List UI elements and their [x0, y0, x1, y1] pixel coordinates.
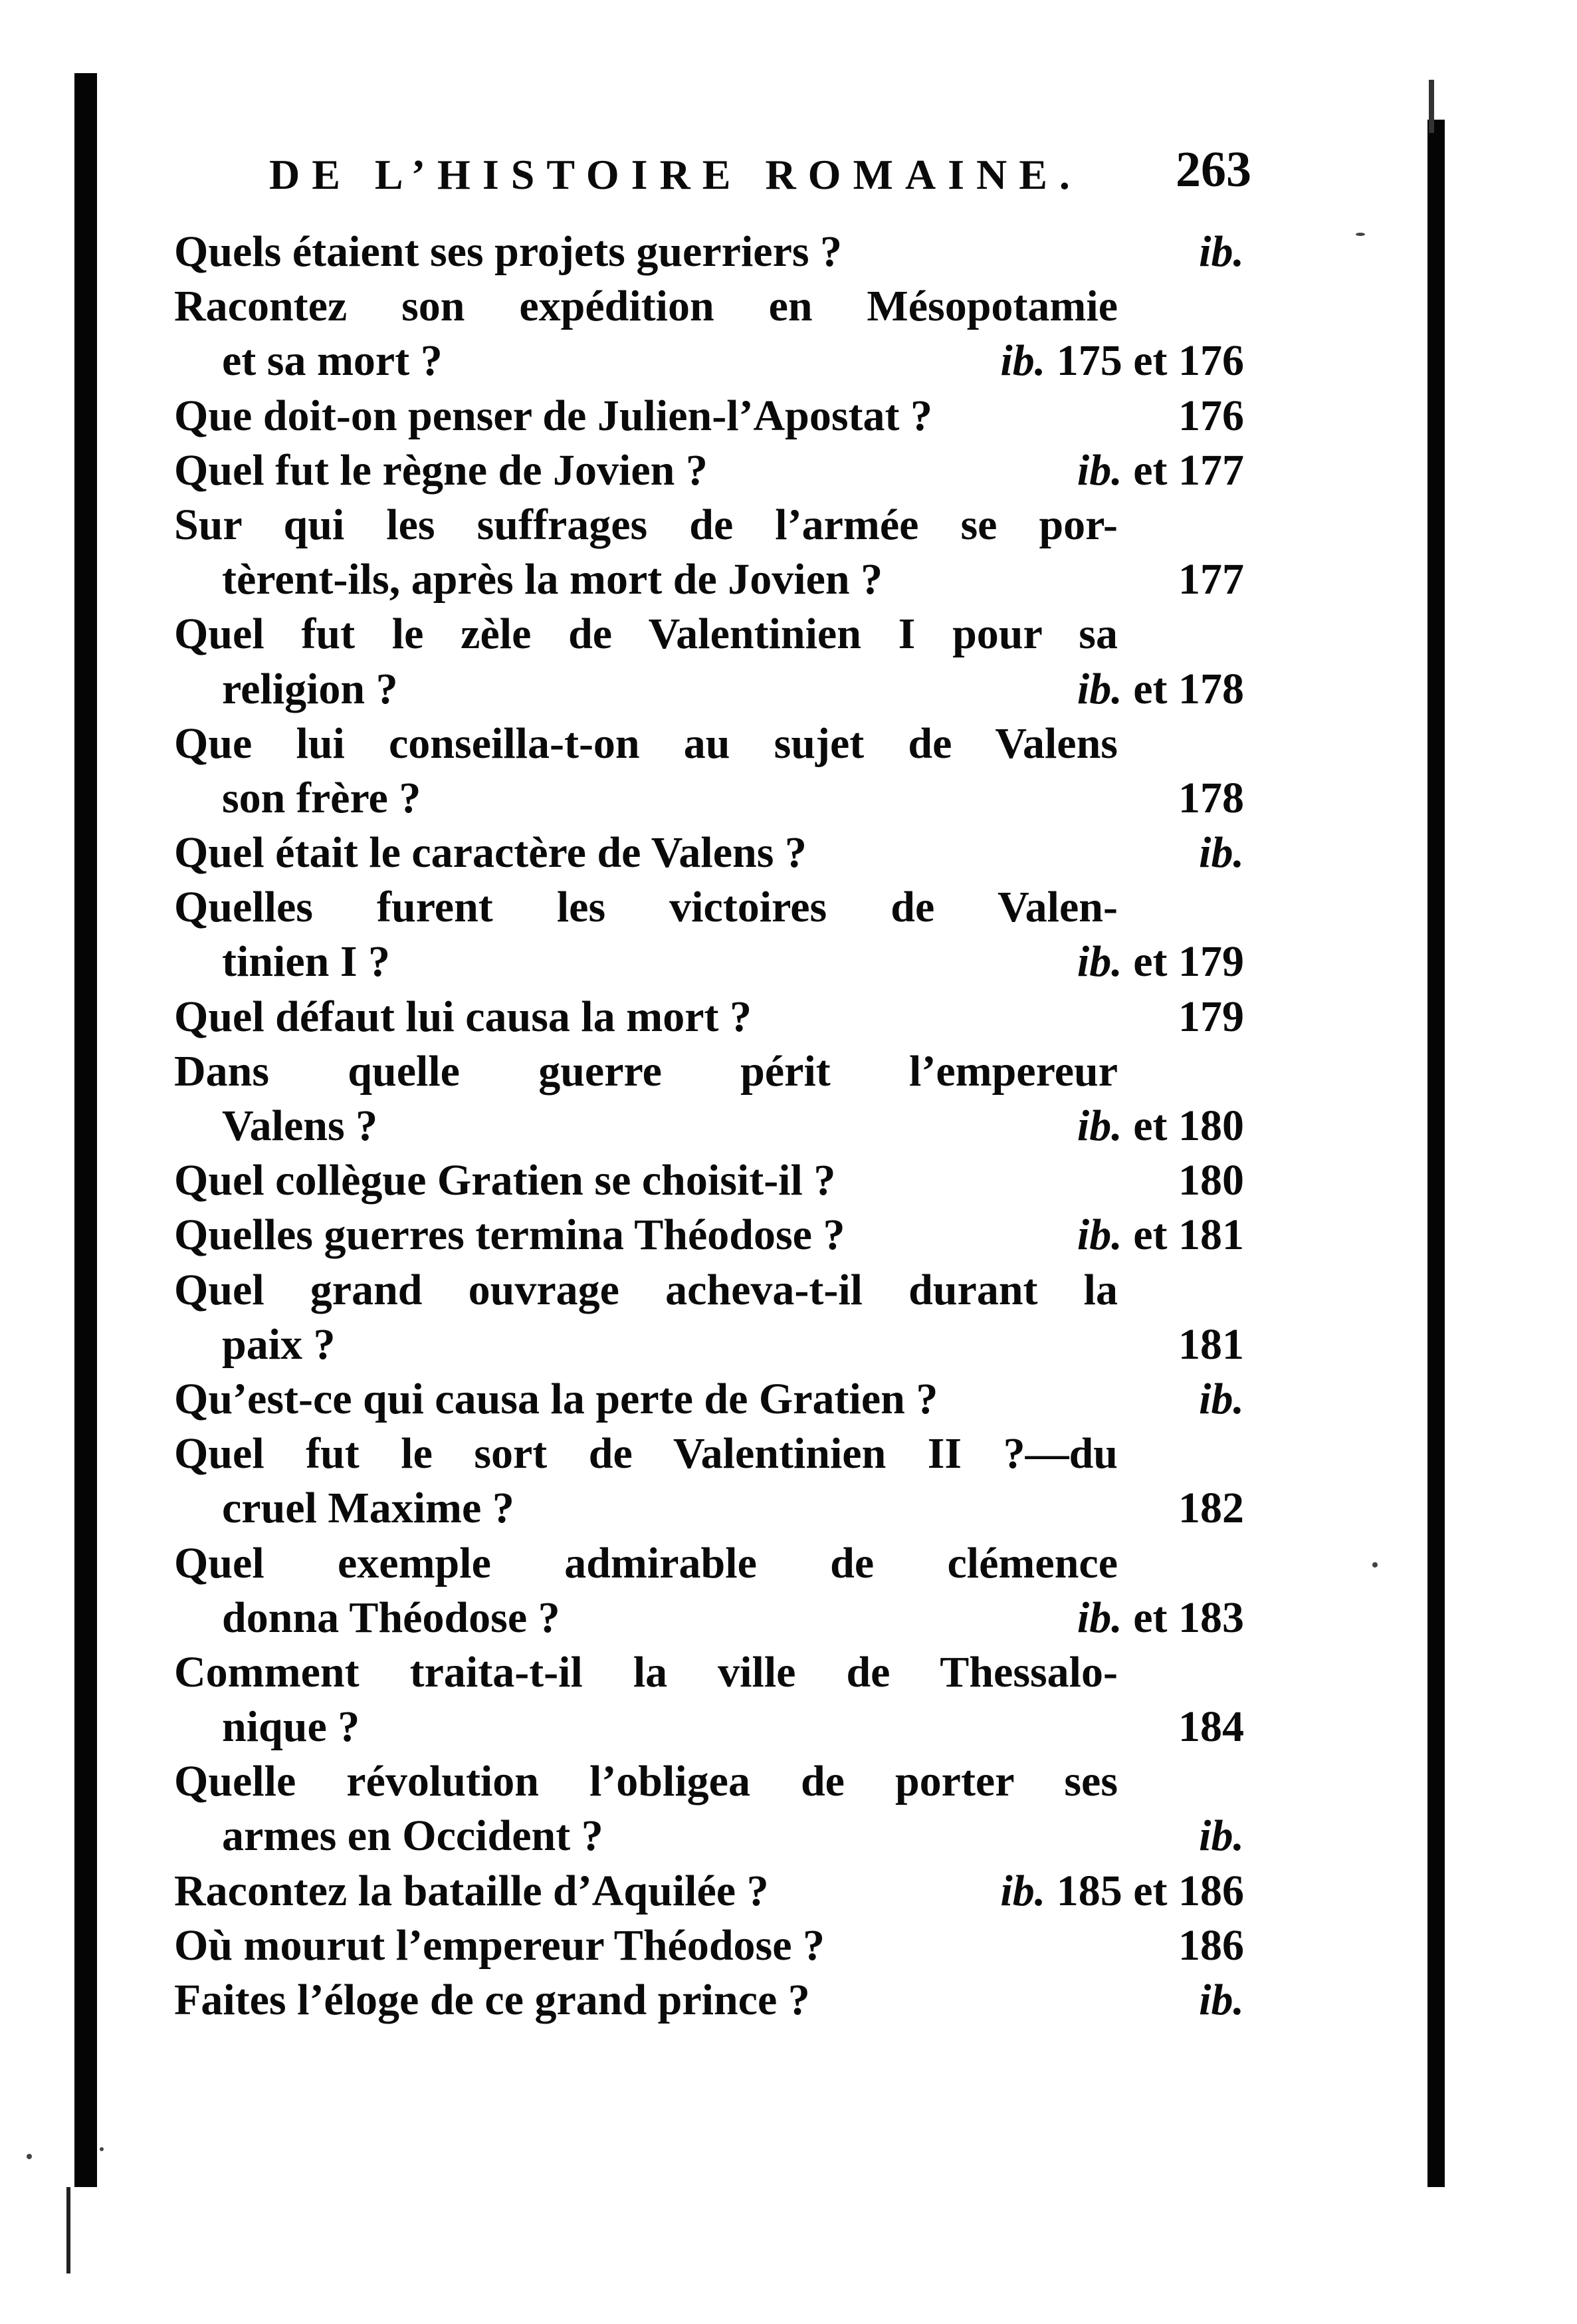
question-text: Que doit-on penser de Julien-l’Apostat ? [174, 391, 933, 440]
question-text: armes en Occident ? [222, 1811, 603, 1861]
scan-speck [1356, 233, 1365, 236]
question-line [174, 279, 1244, 334]
question-text: Sur qui les suffrages de l’armée se por- [174, 500, 1118, 549]
running-title: DE L’HISTOIRE ROMAINE. [269, 151, 1082, 198]
question-line [174, 1153, 1244, 1208]
page-numbers: 179 [1178, 992, 1244, 1041]
page-reference [1178, 1481, 1244, 1536]
page-reference [1199, 826, 1244, 880]
page-numbers: 176 [1178, 391, 1244, 440]
page-reference [1178, 990, 1244, 1044]
question-line-continuation [174, 771, 1244, 826]
question-line [174, 1754, 1244, 1809]
page-reference [1178, 1318, 1244, 1372]
page-numbers: et 181 [1122, 1211, 1244, 1260]
question-text: Où mourut l’empereur Théodose ? [174, 1920, 825, 1970]
page-reference [1199, 1809, 1244, 1863]
page-reference [1178, 389, 1244, 443]
ibid-abbreviation: ib. [1000, 336, 1046, 386]
question-text: Quel collègue Gratien se choisit-il ? [174, 1156, 836, 1205]
question-text: Comment traita-t-il la ville de Thessalo- [174, 1647, 1118, 1696]
question-text: Quel défaut lui causa la mort ? [174, 992, 752, 1041]
page-reference [1077, 1591, 1244, 1645]
ibid-abbreviation: ib. [1000, 1866, 1046, 1915]
page-reference [1077, 1099, 1244, 1153]
ibid-abbreviation: ib. [1077, 664, 1122, 713]
question-line [174, 990, 1244, 1044]
page-reference [1077, 935, 1244, 989]
ibid-abbreviation: ib. [1077, 1211, 1122, 1260]
ibid-abbreviation: ib. [1199, 1811, 1244, 1861]
ibid-abbreviation: ib. [1199, 227, 1244, 276]
question-text: nique ? [222, 1702, 360, 1752]
page-numbers: 177 [1178, 555, 1244, 604]
page-numbers: 175 et 176 [1045, 336, 1244, 386]
left-page-edge-tail [66, 2187, 70, 2273]
question-text: Quelles guerres termina Théodose ? [174, 1211, 845, 1260]
question-text: religion ? [222, 664, 398, 713]
question-line-continuation [174, 1700, 1244, 1754]
page-numbers: et 180 [1122, 1102, 1244, 1150]
ibid-abbreviation: ib. [1077, 445, 1122, 495]
question-line-continuation [174, 334, 1244, 388]
question-text: Dans quelle guerre périt l’empereur [174, 1046, 1118, 1096]
page-number: 263 [1176, 142, 1251, 197]
page-numbers: et 179 [1122, 937, 1244, 987]
question-line [174, 1427, 1244, 1481]
page-reference [1199, 1372, 1244, 1427]
page-numbers: 178 [1178, 773, 1244, 822]
question-line [174, 1645, 1244, 1700]
page-numbers: et 177 [1122, 445, 1244, 495]
page-reference [1199, 1973, 1244, 2028]
question-text: Quel grand ouvrage acheva-t-il durant la [174, 1265, 1118, 1314]
question-text: Quel exemple admirable de clémence [174, 1538, 1118, 1587]
question-text: Qu’est-ce qui causa la perte de Gratien ? [174, 1374, 938, 1423]
question-line [174, 225, 1244, 279]
running-header [269, 141, 1251, 207]
question-line [174, 607, 1244, 661]
question-list [174, 225, 1244, 2028]
question-text: cruel Maxime ? [222, 1484, 514, 1533]
question-text: son frère ? [222, 773, 421, 822]
question-text: Quel fut le zèle de Valentinien I pour sa [174, 610, 1118, 659]
question-line [174, 1044, 1244, 1099]
question-text: Quels étaient ses projets guerriers ? [174, 227, 843, 276]
page-numbers: 182 [1178, 1484, 1244, 1533]
ibid-abbreviation: ib. [1199, 1374, 1244, 1423]
question-text: paix ? [222, 1320, 336, 1369]
page-numbers: 186 [1178, 1920, 1244, 1970]
question-line-continuation [174, 1318, 1244, 1372]
question-text: et sa mort ? [222, 336, 443, 386]
question-line [174, 717, 1244, 771]
page-numbers: 180 [1178, 1156, 1244, 1205]
page-numbers: et 183 [1122, 1593, 1244, 1642]
question-line-continuation [174, 1591, 1244, 1645]
question-line [174, 826, 1244, 880]
ibid-abbreviation: ib. [1199, 1976, 1244, 2024]
page-reference [1178, 1700, 1244, 1754]
question-text: Valens ? [222, 1102, 378, 1150]
ibid-abbreviation: ib. [1077, 1102, 1122, 1150]
question-text: Quelle révolution l’obligea de porter ses [174, 1757, 1118, 1806]
scan-speck [100, 2147, 104, 2151]
question-text: Que lui conseilla-t-on au sujet de Valens [174, 719, 1118, 768]
question-text: donna Théodose ? [222, 1593, 560, 1642]
question-line [174, 1263, 1244, 1318]
scan-speck [27, 2154, 32, 2159]
question-text: Quel fut le sort de Valentinien II ?—du [174, 1429, 1118, 1478]
question-line-continuation [174, 662, 1244, 717]
scan-speck [1372, 1562, 1378, 1568]
page-numbers: 184 [1178, 1702, 1244, 1752]
page-reference [1178, 1918, 1244, 1973]
question-line-continuation [174, 552, 1244, 607]
page-reference [1077, 443, 1244, 498]
question-line [174, 880, 1244, 935]
page-numbers: et 178 [1122, 664, 1244, 713]
ibid-abbreviation: ib. [1199, 828, 1244, 877]
question-text: Racontez la bataille d’Aquilée ? [174, 1866, 769, 1915]
question-line [174, 389, 1244, 443]
page-reference [1077, 1208, 1244, 1262]
question-text: tèrent-ils, après la mort de Jovien ? [222, 555, 883, 604]
question-line [174, 1973, 1244, 2028]
question-line [174, 443, 1244, 498]
ibid-abbreviation: ib. [1077, 937, 1122, 987]
page-reference [1178, 771, 1244, 826]
question-text: tinien I ? [222, 937, 391, 987]
question-line [174, 1372, 1244, 1427]
question-line-continuation [174, 1481, 1244, 1536]
page-reference [1000, 1864, 1244, 1918]
page-numbers: 185 et 186 [1045, 1866, 1244, 1915]
question-line-continuation [174, 1809, 1244, 1863]
question-line [174, 1864, 1244, 1918]
right-page-edge [1427, 120, 1445, 2187]
page-reference [1077, 662, 1244, 717]
page-reference [1178, 1153, 1244, 1208]
question-text: Racontez son expédition en Mésopotamie [174, 282, 1118, 331]
question-line [174, 1918, 1244, 1973]
question-line-continuation [174, 1099, 1244, 1153]
page-reference [1178, 552, 1244, 607]
right-page-edge-top [1429, 80, 1434, 133]
question-line [174, 1208, 1244, 1262]
left-page-edge [74, 73, 97, 2187]
question-text: Faites l’éloge de ce grand prince ? [174, 1976, 810, 2024]
question-text: Quel était le caractère de Valens ? [174, 828, 807, 877]
ibid-abbreviation: ib. [1077, 1593, 1122, 1642]
page-reference [1199, 225, 1244, 279]
question-line [174, 1536, 1244, 1591]
page-numbers: 181 [1178, 1320, 1244, 1369]
page-reference [1000, 334, 1244, 388]
question-line-continuation [174, 935, 1244, 989]
question-text: Quelles furent les victoires de Valen- [174, 883, 1118, 932]
question-text: Quel fut le règne de Jovien ? [174, 445, 708, 495]
question-line [174, 498, 1244, 552]
